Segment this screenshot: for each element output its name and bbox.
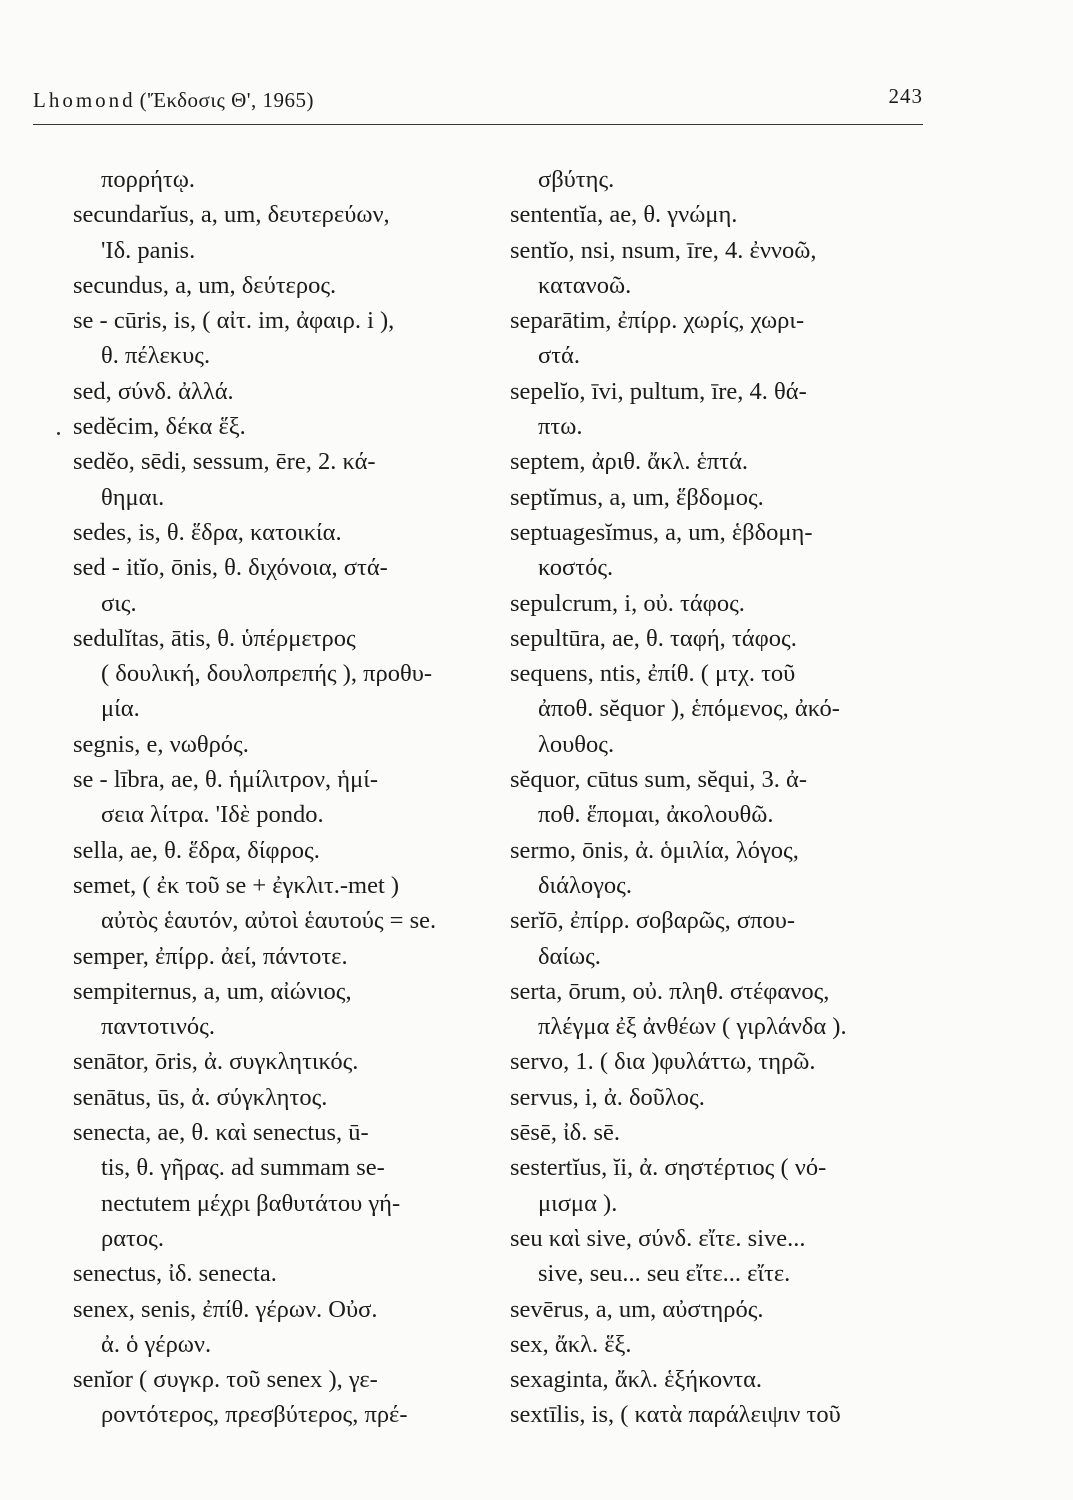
book-title: Lhomond [33,88,136,112]
dictionary-entry-line: sed, σύνδ. ἀλλά. [73,377,234,405]
entry-continuation-line: πορρήτῳ. [101,166,195,193]
dictionary-entry-line: seu καὶ sive, σύνδ. εἴτε. sive... [510,1224,806,1252]
dictionary-entry-line: sedĕcim, δέκα ἕξ. [73,413,246,441]
dictionary-entry-line: septĭmus, a, um, ἕβδομος. [510,483,764,511]
entry-continuation-line: tis, θ. γῆρας. ad summam se- [101,1154,385,1182]
entry-continuation-line: λουθος. [538,730,615,758]
entry-continuation-line: σεια λίτρα. 'Ιδὲ pondo. [101,801,324,829]
dictionary-entry-line: sepultūra, ae, θ. ταφή, τάφος. [510,624,797,652]
entry-continuation-line: διάλογος. [538,871,633,899]
dictionary-entry-line: secundus, a, um, δεύτερος. [73,271,337,299]
dictionary-entry-line: sedes, is, θ. ἕδρα, κατοικία. [73,518,342,546]
entry-continuation-line: ἀποθ. sĕquor ), ἑπόμενος, ἀκό- [538,695,840,723]
dictionary-entry-line: sentĭo, nsi, nsum, īre, 4. ἐννοῶ, [510,236,817,264]
dictionary-entry-line: sedulĭtas, ātis, θ. ὑπέρμετρος [73,624,356,652]
dictionary-entry-line: semper, ἐπίρρ. ἀεί, πάντοτε. [73,942,348,970]
entry-continuation-line: θ. πέλεκυς. [101,342,211,370]
entry-continuation-line: 'Ιδ. panis. [101,236,196,264]
entry-continuation-line: nectutem μέχρι βαθυτάτου γή- [101,1189,401,1217]
dictionary-entry-line: senātor, ōris, ἀ. συγκλητικός. [73,1048,359,1076]
dictionary-entry-line: servus, i, ἀ. δοῦλος. [510,1083,705,1111]
entry-continuation-line: σβύτης. [538,166,615,193]
header-rule [33,124,923,125]
dictionary-entry-line: sepulcrum, i, οὐ. τάφος. [510,589,745,617]
dictionary-entry-line: septuagesĭmus, a, um, ἑβδομη- [510,518,813,546]
dictionary-entry-line: sextīlis, is, ( κατὰ παράλειψιν τοῦ [510,1401,841,1429]
dictionary-entry-line: sed - itĭo, ōnis, θ. διχόνοια, στά- [73,554,388,582]
dictionary-entry-line: se - cūris, is, ( αἰτ. im, ἀφαιρ. i ), [73,307,395,335]
entry-continuation-line: σις. [101,589,137,617]
entry-continuation-line: πλέγμα ἐξ ἀνθέων ( γιρλάνδα ). [538,1013,847,1041]
page-number: 243 [888,84,923,108]
running-title [33,88,314,113]
dictionary-entry-line: se - lībra, ae, θ. ἡμίλιτρον, ἡμί- [73,766,379,794]
entry-continuation-line: ἀ. ὁ γέρων. [101,1330,212,1358]
margin-mark [57,432,60,435]
dictionary-entry-line: sestertĭus, ĭi, ἀ. σηστέρτιος ( νό- [510,1154,827,1182]
entry-continuation-line: κατανοῶ. [538,271,632,299]
dictionary-entry-line: sexaginta, ἄκλ. ἑξήκοντα. [510,1366,763,1394]
dictionary-entry-line: senātus, ūs, ἀ. σύγκλητος. [73,1083,328,1111]
dictionary-entry-line: senectus, ἰδ. senecta. [73,1260,277,1288]
dictionary-entry-line: sevērus, a, um, αὐστηρός. [510,1295,764,1323]
dictionary-entry-line: senecta, ae, θ. καὶ senectus, ū- [73,1119,369,1147]
entry-continuation-line: ποθ. ἕπομαι, ἀκολουθῶ. [538,801,774,829]
dictionary-entry-line: servo, 1. ( δια )φυλάττω, τηρῶ. [510,1048,816,1076]
entry-continuation-line: στά. [538,342,581,370]
dictionary-entry-line: sedĕo, sēdi, sessum, ēre, 2. κά- [73,448,376,476]
entry-continuation-line: sive, seu... seu εἴτε... εἴτε. [538,1260,791,1288]
entry-continuation-line: μία. [101,695,140,723]
entry-continuation-line: ( δουλική, δουλοπρεπής ), προθυ- [101,660,433,688]
dictionary-entry-line: sententĭa, ae, θ. γνώμη. [510,201,738,229]
dictionary-entry-line: sēsē, ἰδ. sē. [510,1119,620,1147]
dictionary-entry-line: senĭor ( συγκρ. τοῦ senex ), γε- [73,1366,378,1394]
entry-continuation-line: κοστός. [538,554,614,582]
dictionary-entry-line: sex, ἄκλ. ἕξ. [510,1330,632,1358]
dictionary-entry-line: sermo, ōnis, ἀ. ὁμιλία, λόγος, [510,836,799,864]
dictionary-entry-line: sĕquor, cūtus sum, sĕqui, 3. ἀ- [510,766,807,794]
left-column [73,162,493,1433]
entry-continuation-line: δαίως. [538,942,601,970]
dictionary-entry-line: semet, ( ἐκ τοῦ se + ἐγκλιτ.-met ) [73,871,400,899]
entry-continuation-line: θημαι. [101,483,165,511]
entry-continuation-line: μισμα ). [538,1189,618,1217]
dictionary-entry-line: serta, ōrum, οὐ. πληθ. στέφανος, [510,977,830,1005]
dictionary-entry-line: senex, senis, ἐπίθ. γέρων. Οὐσ. [73,1295,378,1323]
entry-continuation-line: ροντότερος, πρεσβύτερος, πρέ- [101,1401,408,1429]
dictionary-entry-line: secundarĭus, a, um, δευτερεύων, [73,201,390,229]
dictionary-entry-line: sequens, ntis, ἐπίθ. ( μτχ. τοῦ [510,660,796,688]
entry-continuation-line: αὐτὸς ἑαυτόν, αὐτοὶ ἑαυτούς = se. [101,907,437,935]
dictionary-entry-line: sepelĭo, īvi, pultum, īre, 4. θά- [510,377,807,405]
entry-continuation-line: πτω. [538,413,583,441]
dictionary-entry-line: separātim, ἐπίρρ. χωρίς, χωρι- [510,307,805,335]
dictionary-entry-line: sempiternus, a, um, αἰώνιος, [73,977,352,1005]
dictionary-entry-line: septem, ἀριθ. ἄκλ. ἑπτά. [510,448,749,476]
page-header [33,84,923,118]
dictionary-entry-line: segnis, e, νωθρός. [73,730,249,758]
edition-note: ('Έκδοσις Θ', 1965) [139,88,315,112]
right-column [510,162,940,1433]
dictionary-entry-line: sella, ae, θ. ἕδρα, δίφρος. [73,836,320,864]
entry-continuation-line: ρατος. [101,1224,164,1252]
dictionary-entry-line: serĭō, ἐπίρρ. σοβαρῶς, σπου- [510,907,796,935]
entry-continuation-line: παντοτινός. [101,1013,215,1041]
